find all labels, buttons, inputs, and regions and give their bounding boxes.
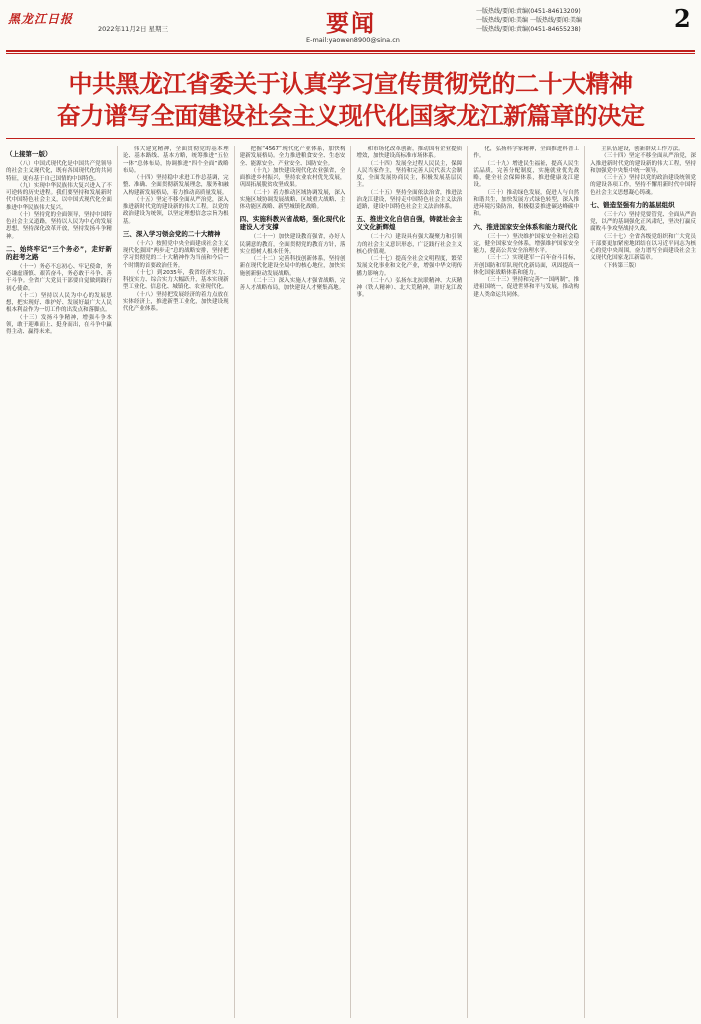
section-subheading: 三、深入学习领会党的二十大精神 — [122, 229, 221, 238]
article-column — [240, 146, 346, 1018]
body-paragraph: （三十五）坚持以党的政治建设统领党的建设各项工作，坚持不懈用新时代中国特色社会主义思想凝心铸魂。 — [590, 175, 696, 196]
column-separator — [584, 146, 585, 1018]
section-subheading: 四、实施科教兴省战略，强化现代化建设人才支撑 — [239, 215, 346, 232]
column-separator — [350, 146, 351, 1018]
body-paragraph: （九）实现中华民族伟大复兴进入了不可逆转的历史进程。我们要坚持和发展新时代中国特色社会主义，以中国式现代化全面推进中华民族伟大复兴。 — [6, 182, 112, 211]
editor-credits — [476, 7, 582, 34]
masthead-divider — [6, 50, 695, 52]
body-paragraph: （三十）推动绿色发展，促进人与自然和谐共生，加快发展方式绿色转型，深入推进环境污染防治，积极稳妥推进碳达峰碳中和。 — [473, 189, 580, 218]
article-column — [356, 146, 462, 1018]
body-paragraph: 主队伍建设，创新群众工作方法。 — [601, 146, 684, 152]
body-paragraph: （下转第三版） — [601, 262, 640, 269]
body-paragraph: （二十六）建设具有强大凝聚力和引领力的社会主义意识形态，广泛践行社会主义核心价值观。 — [356, 234, 463, 255]
article-body — [6, 146, 696, 1018]
page-number: 2 — [674, 4, 691, 33]
body-paragraph: （十一）务必不忘初心、牢记使命，务必谦虚谨慎、艰苦奋斗，务必敢于斗争、善于斗争。全省广大党员干部要自觉做到践行初心使命。 — [6, 263, 112, 292]
body-paragraph: （三十二）实现建军一百年奋斗目标，开创国防和军队现代化新局面，巩固提高一体化国家战略体系和能力。 — [473, 255, 580, 276]
editor-credit-line: 一版热线/要闻:责编(0451-84613209) — [476, 8, 581, 15]
body-paragraph: （十八）坚持把发展经济的着力点放在实体经济上，推进新型工业化，加快建设现代化产业体系。 — [122, 291, 229, 312]
body-paragraph: （三十六）坚持党要管党、全面从严治党，以严的基调强化正风肃纪，坚决打赢反腐败斗争攻坚战持久战。 — [590, 211, 696, 233]
body-paragraph: （二十九）增进民生福祉，提高人民生活品质，完善分配制度，实施就业优先战略，健全社会保障体系，推进健康龙江建设。 — [473, 160, 580, 189]
body-paragraph: 伟大建党精神，全面贯彻党的基本理论、基本路线、基本方略，统筹推进“五位一体”总体布局，协调推进“四个全面”战略布局。 — [122, 146, 229, 174]
body-paragraph: （十七）到2035年，我省经济实力、科技实力、综合实力大幅跃升，基本实现新型工业化、信息化、城镇化、农业现代化。 — [122, 269, 229, 291]
column-separator — [467, 146, 468, 1018]
body-paragraph: （十三）发扬斗争精神，增强斗争本领，敢于迎难而上、挺身而出，在斗争中赢得主动、赢得未来。 — [6, 314, 112, 335]
contact-email: E-mail:yaowen8900@sina.cn — [306, 36, 400, 44]
body-paragraph: （二十五）坚持全面依法治省，推进法治龙江建设，坚持走中国特色社会主义法治道路，建设中国特色社会主义法治体系。 — [356, 189, 463, 210]
section-subheading: 二、始终牢记“三个务必”，走好新的赶考之路 — [6, 244, 112, 261]
body-paragraph: 把握“4567”现代化产业体系，加快构建新发展格局。全力推进粮食安全、生态安全、能源安全、产业安全、国防安全。 — [239, 146, 346, 167]
editor-credit-line: 一版热线/要闻:美编 一版热线/要闻:美编 — [476, 17, 582, 24]
body-paragraph: （二十二）完善科技创新体系，坚持创新在现代化建设全局中的核心地位，加快实施创新驱动发展战略。 — [239, 256, 346, 277]
body-paragraph: （二十八）弘扬东北抗联精神、大庆精神（铁人精神）、北大荒精神，讲好龙江故事。 — [356, 277, 463, 299]
headline-divider — [6, 138, 695, 139]
body-paragraph: （二十）着力推动区域协调发展，深入实施区域协调发展战略、区域重大战略、主体功能区战略、新型城镇化战略。 — [239, 189, 346, 210]
body-paragraph: （三十一）坚决维护国家安全和社会稳定，健全国家安全体系，增强维护国家安全能力，提高公共安全治理水平。 — [473, 233, 580, 254]
body-paragraph: （十）坚持党的全面领导，坚持中国特色社会主义道路，坚持以人民为中心的发展思想，坚持深化改革开放，坚持发扬斗争精神。 — [6, 211, 112, 240]
column-separator — [234, 146, 235, 1018]
issue-date: 2022年11月2日 星期三 — [98, 25, 169, 33]
section-subheading: 七、锻造坚强有力的基层组织 — [590, 200, 675, 209]
masthead-divider-thin — [6, 53, 695, 54]
body-paragraph: （十九）加快建设现代化农业强省，全面推进乡村振兴，坚持农业农村优先发展，巩固拓展脱贫攻坚成果。 — [239, 167, 346, 189]
body-paragraph: （十五）坚定不移全面从严治党，深入推进新时代党的建设新的伟大工程。以党的政治建设为统领，以坚定理想信念宗旨为根基。 — [122, 196, 229, 225]
body-paragraph: （三十三）坚持和完善“一国两制”，推进祖国统一，促进世界和平与发展，推动构建人类命运共同体。 — [473, 277, 580, 298]
editor-credit-line: 一版热线/要闻:责编(0451-84655238) — [476, 26, 581, 33]
continued-from-label: （上接第一版） — [6, 150, 52, 158]
body-paragraph: （十二）坚持以人民为中心的发展思想，把实现好、维护好、发展好最广大人民根本利益作为一切工作的出发点和落脚点。 — [6, 292, 112, 314]
body-paragraph: （三十七）全省各级党组织和广大党员干部要更加紧密地团结在以习近平同志为核心的党中央周围，奋力谱写全面建设社会主义现代化国家龙江新篇章。 — [590, 233, 696, 262]
body-paragraph: （二十三）深入实施人才强省战略，完善人才战略布局，加快建设人才聚集高地。 — [239, 277, 346, 291]
section-title: 要闻 — [326, 10, 376, 37]
body-paragraph: （二十四）发展全过程人民民主，保障人民当家作主，坚持和完善人民代表大会制度，全面发展协商民主，积极发展基层民主。 — [356, 160, 463, 189]
article-column — [590, 146, 696, 1018]
body-paragraph: （十六）按照党中央全面建成社会主义现代化强国“两步走”总的战略安排，坚持把学习贯彻党的二十大精神作为当前和今后一个时期的首要政治任务。 — [122, 240, 229, 269]
section-subheading: 五、推进文化自信自强，铸就社会主义文化新辉煌 — [356, 215, 463, 232]
article-column — [473, 146, 579, 1018]
body-paragraph: 化，弘扬科学家精神，全面推进科普工作。 — [473, 146, 580, 160]
body-paragraph: 和市场化改革创新，推动国有企业提质增效，加快建设高标准市场体系。 — [356, 146, 463, 160]
column-separator — [117, 146, 118, 1018]
body-paragraph: （八）中国式现代化是中国共产党领导的社会主义现代化，既有各国现代化的共同特征，更有基于自己国情的中国特色。 — [6, 161, 112, 182]
body-paragraph: （十四）坚持稳中求进工作总基调，完整、准确、全面贯彻新发展理念，服务和融入构建新发展格局，着力推动高质量发展。 — [122, 175, 229, 196]
headline-line-1: 中共黑龙江省委关于认真学习宣传贯彻党的二十大精神 — [68, 70, 633, 98]
body-paragraph: （二十七）提高全社会文明程度，繁荣发展文化事业和文化产业，增强中华文明传播力影响力。 — [356, 256, 463, 277]
article-column — [123, 146, 229, 1018]
newspaper-brand: 黑龙江日报 — [8, 12, 74, 26]
masthead — [6, 4, 696, 48]
headline-line-2: 奋力谱写全面建设社会主义现代化国家龙江新篇章的决定 — [56, 102, 645, 130]
body-paragraph: （三十四）坚定不移全面从严治党，深入推进新时代党的建设新的伟大工程，坚持和加强党中央集中统一领导。 — [590, 153, 696, 174]
body-paragraph: （二十一）加快建设教育强省，办好人民满意的教育，全面贯彻党的教育方针，落实立德树人根本任务。 — [239, 234, 346, 255]
section-subheading: 六、推进国家安全体系和能力现代化 — [473, 222, 578, 231]
article-column — [6, 146, 112, 1018]
